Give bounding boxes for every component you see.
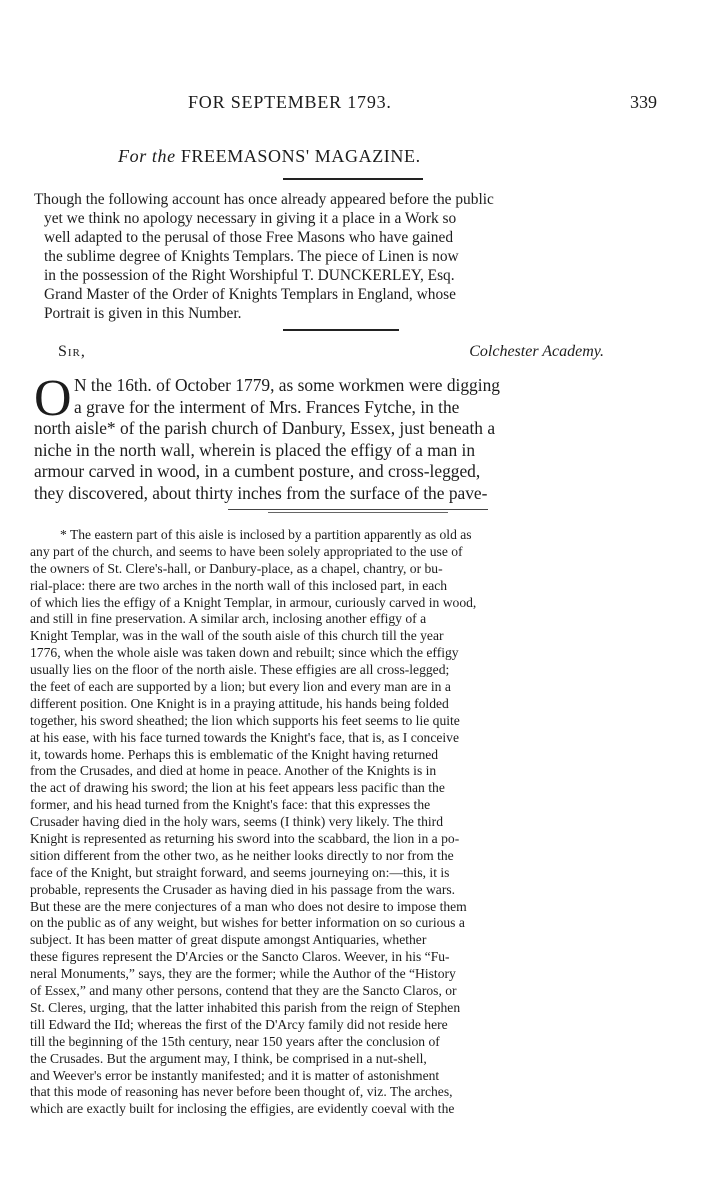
footnote-line: the Crusades. But the argument may, I think, be comprised in a nut-shell, — [30, 1050, 427, 1066]
footnote — [30, 527, 638, 1118]
preface-line: Though the following account has once already appeared before the public — [34, 191, 494, 208]
footnote-line: from the Crusades, and died at home in peace. Another of the Knights is in — [30, 763, 437, 779]
footnote-rule — [268, 512, 448, 513]
footnote-line: of Essex,” and many other persons, contend that they are the Sancto Claros, or — [30, 983, 457, 999]
page-number: 339 — [630, 92, 657, 112]
footnote-line: together, his sword sheathed; the lion which supports his feet seems to lie quite — [30, 712, 460, 728]
letter-dateline: Colchester Academy. — [469, 343, 604, 360]
letter-salutation: Sir, — [58, 343, 86, 360]
footnote-line: probable, represents the Crusader as having died in his passage from the wars. — [30, 881, 456, 897]
section-heading — [118, 146, 421, 167]
footnote-line: these figures represent the D'Arcies or the Sancto Claros. Weever, in his “Fu- — [30, 949, 450, 965]
footnote-line: which are exactly built for inclosing the effigies, are evidently coeval with the — [30, 1101, 455, 1117]
footnote-line: different position. One Knight is in a praying attitude, his hands being folded — [30, 695, 449, 711]
footnote-line: and Weever's error be instantly manifested; and it is matter of astonishment — [30, 1067, 440, 1083]
section-heading-prefix: For the — [118, 146, 176, 166]
preface-line: well adapted to the perusal of those Free Masons who have gained — [44, 229, 454, 246]
letter-line: N the 16th. of October 1779, as some workmen were digging — [74, 375, 500, 395]
footnote-line: any part of the church, and seems to have been solely appropriated to the use of — [30, 543, 463, 559]
footnote-line: former, and his head turned from the Knight's face: that this expresses the — [30, 797, 431, 813]
letter-line: niche in the north wall, wherein is placed the effigy of a man in — [34, 439, 476, 460]
footnote-line: Knight Templar, was in the wall of the south aisle of this church till the year — [30, 628, 444, 644]
footnote-line: face of the Knight, but straight forward, and seems journeying on:—this, it is — [30, 864, 450, 880]
preface-line: the sublime degree of Knights Templars. The piece of Linen is now — [44, 248, 459, 265]
footnote-line: and still in fine preservation. A similar arch, inclosing another effigy of a — [30, 611, 427, 627]
footnote-line: sition different from the other two, as he neither looks directly to nor from the — [30, 847, 454, 863]
section-heading-title: FREEMASONS' MAGAZINE. — [180, 146, 421, 166]
footnote-line: the feet of each are supported by a lion; but every lion and every man are in a — [30, 679, 451, 695]
letter-body — [34, 370, 637, 504]
footnote-line: Knight is represented as returning his sword into the scabbard, the lion in a po- — [30, 831, 460, 847]
footnote-line: 1776, when the whole aisle was taken down and rebuilt; since which the effigy — [30, 645, 459, 661]
letter-line: a grave for the interment of Mrs. Frances Fytche, in the — [74, 396, 460, 417]
footnote-line: the owners of St. Clere's-hall, or Danbury-place, as a chapel, chantry, or bu- — [30, 560, 443, 576]
footnote-line: it, towards home. Perhaps this is emblematic of the Knight having returned — [30, 746, 439, 762]
drop-cap: O — [34, 370, 72, 427]
footnote-line: * The eastern part of this aisle is inclosed by a partition apparently as old as — [60, 527, 472, 542]
footnote-line: on the public as of any weight, but wishes for better information on so curious a — [30, 915, 465, 931]
divider-rule — [283, 329, 399, 331]
footnote-line: neral Monuments,” says, they are the former; while the Author of the “History — [30, 966, 456, 982]
preface-line: Grand Master of the Order of Knights Templars in England, whose — [44, 286, 456, 303]
editorial-preface — [34, 190, 638, 323]
footnote-line: But these are the mere conjectures of a man who does not desire to impose them — [30, 898, 467, 914]
footnote-line: usually lies on the floor of the north aisle. These effigies are all cross-legged; — [30, 662, 450, 678]
footnote-line: that this mode of reasoning has never before been thought of, viz. The arches, — [30, 1084, 453, 1100]
footnote-line: till the beginning of the 15th century, near 150 years after the conclusion of — [30, 1033, 440, 1049]
footnote-rule — [228, 509, 488, 510]
letter-line: north aisle* of the parish church of Danbury, Essex, just beneath a — [34, 418, 496, 438]
letter-line: they discovered, about thirty inches from the surface of the pave- — [34, 482, 488, 503]
footnote-line: St. Cleres, urging, that the latter inhabited this parish from the reign of Stephen — [30, 999, 461, 1015]
running-head — [0, 92, 704, 118]
preface-line: in the possession of the Right Worshipful T. DUNCKERLEY, Esq. — [44, 267, 455, 284]
footnote-line: the act of drawing his sword; the lion at his feet appears less pacific than the — [30, 780, 445, 796]
running-title: FOR SEPTEMBER 1793. — [188, 92, 392, 112]
footnote-line: Crusader having died in the holy wars, seems (I think) very likely. The third — [30, 814, 444, 830]
letter-line: armour carved in wood, in a cumbent posture, and cross-legged, — [34, 461, 481, 481]
footnote-line: of which lies the effigy of a Knight Templar, in armour, curiously carved in wood, — [30, 594, 477, 610]
footnote-line: till Edward the IId; whereas the first of the D'Arcy family did not reside here — [30, 1016, 448, 1032]
footnote-line: at his ease, with his face turned towards the Knight's face, that is, as I conceive — [30, 729, 459, 745]
footnote-line: subject. It has been matter of great dispute amongst Antiquaries, whether — [30, 932, 427, 948]
preface-line: yet we think no apology necessary in giving it a place in a Work so — [44, 210, 457, 227]
footnote-line: rial-place: there are two arches in the north wall of this inclosed part, in each — [30, 577, 448, 593]
ornamental-rule — [283, 178, 423, 180]
preface-line: Portrait is given in this Number. — [44, 305, 242, 322]
